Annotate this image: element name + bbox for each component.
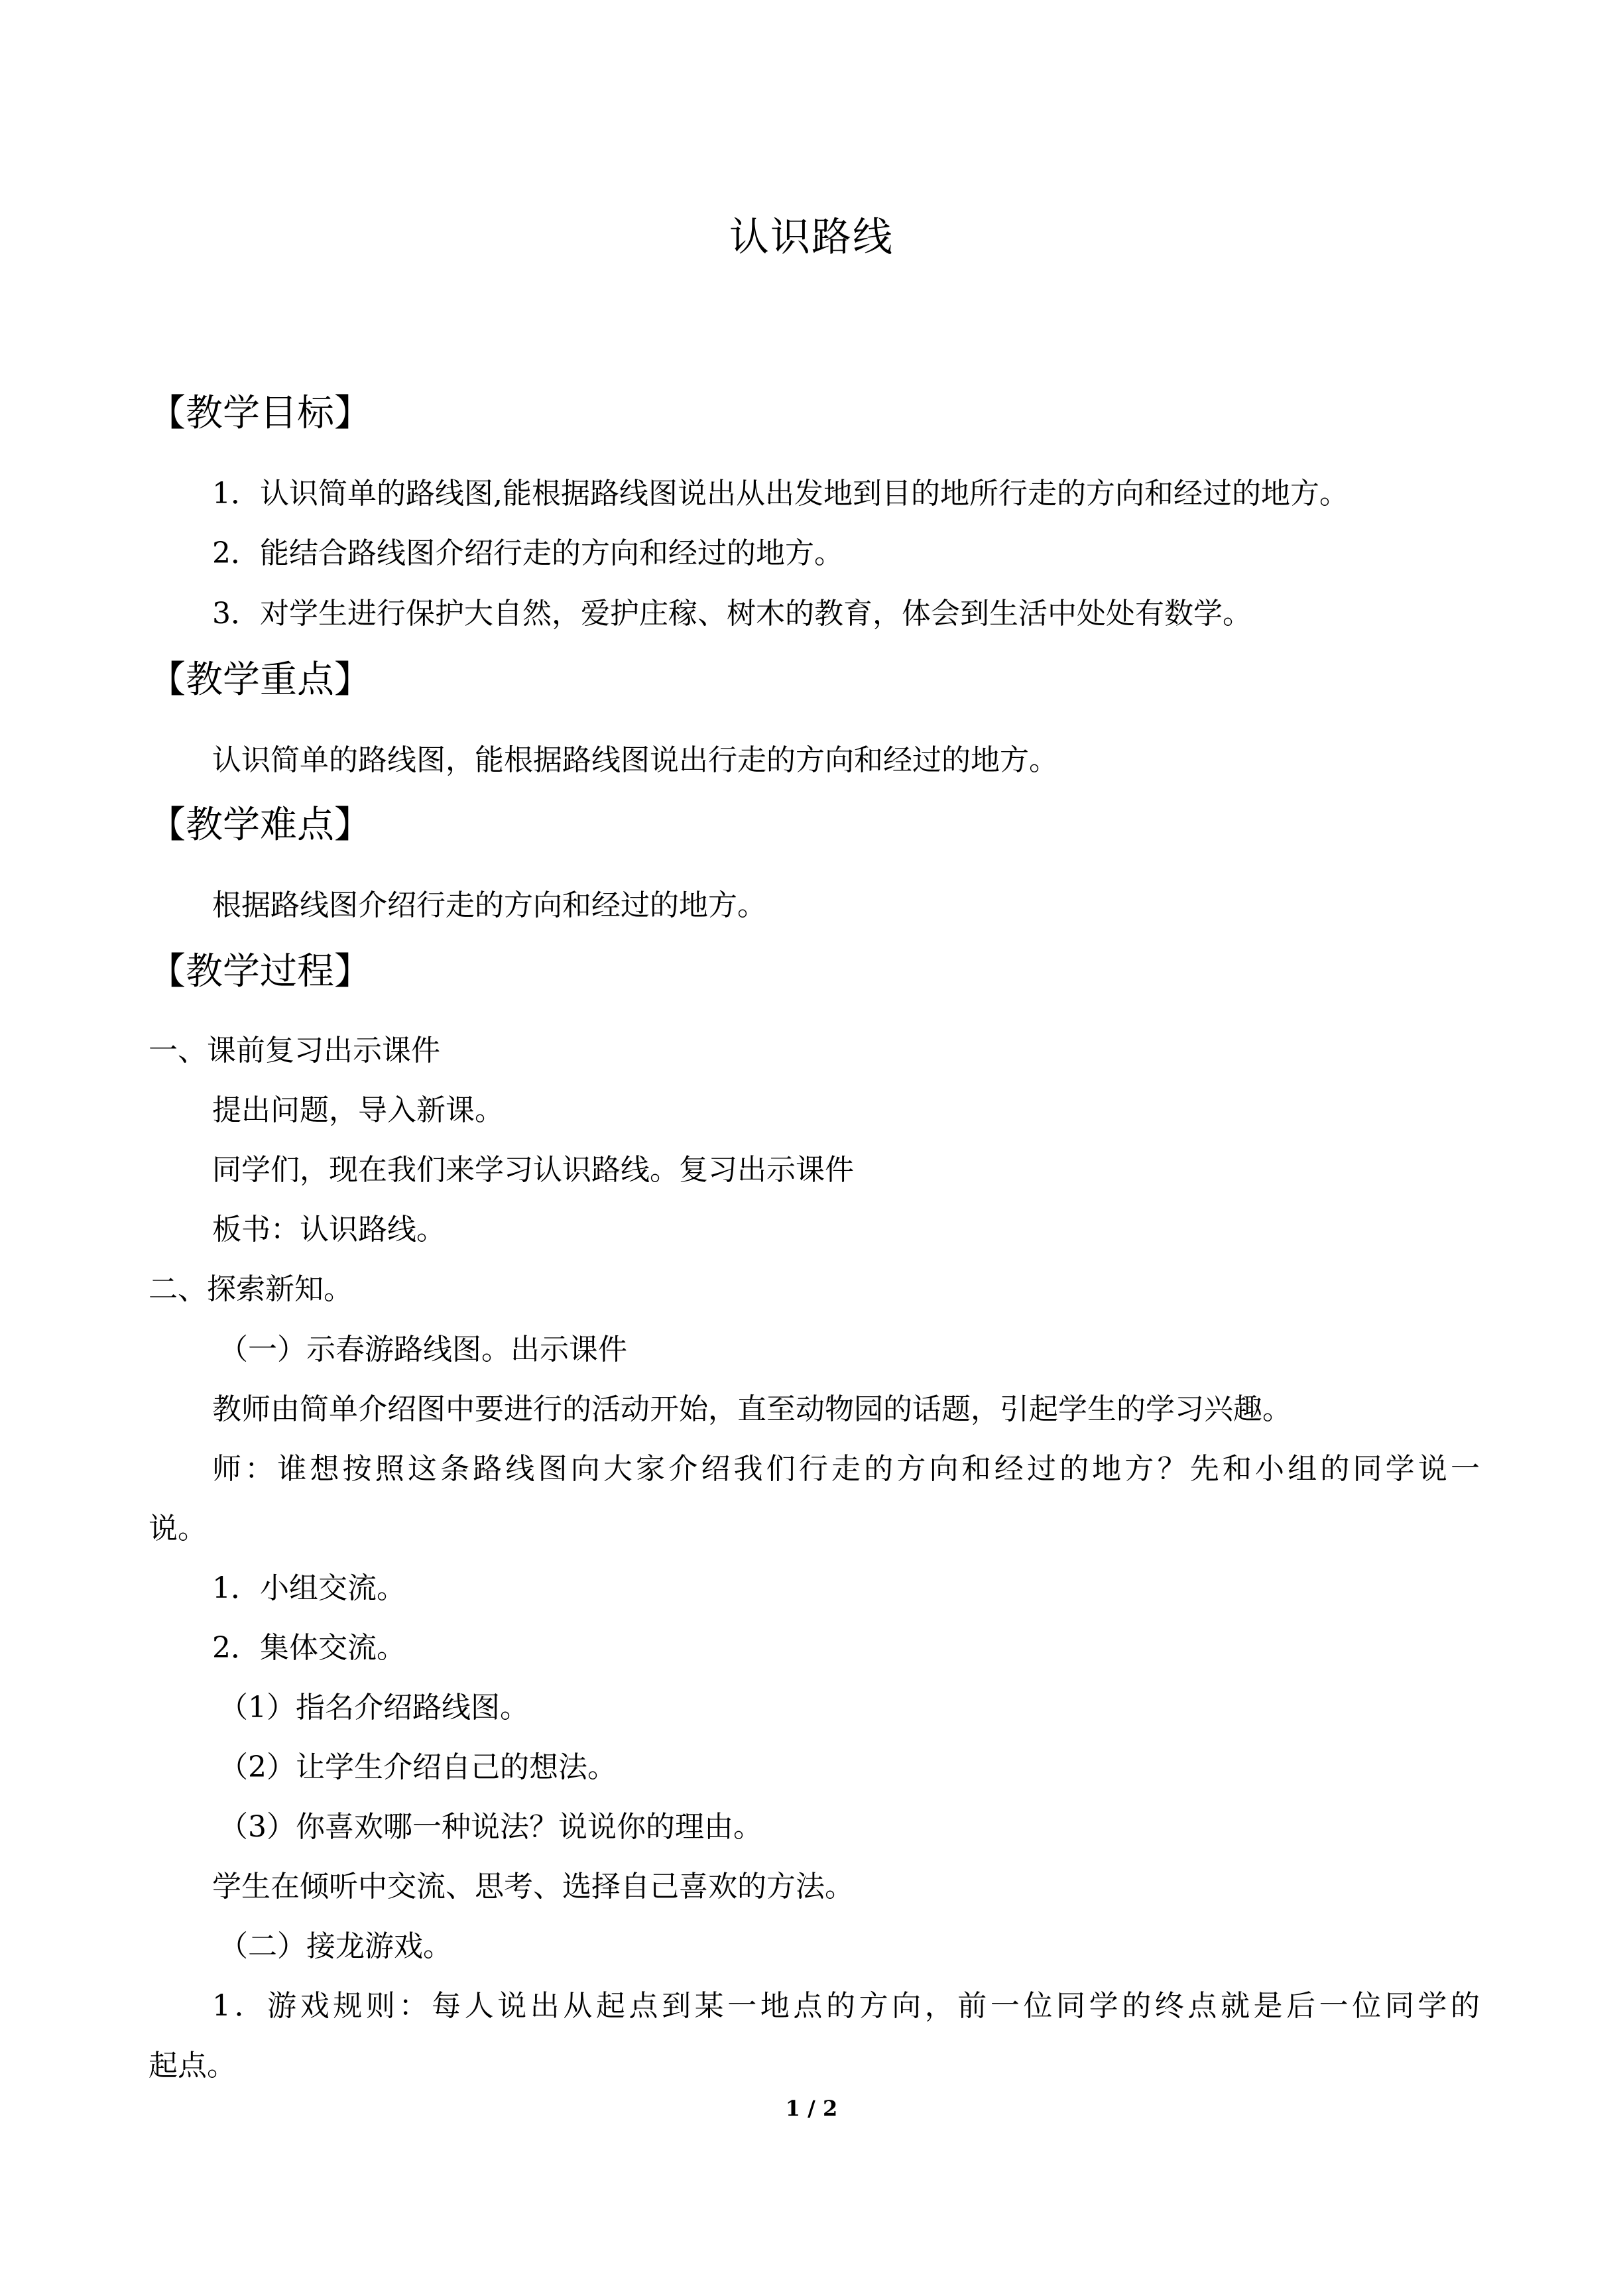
page-title: 认识路线 [729, 214, 894, 261]
key-points-heading: 【教学重点】 [149, 658, 371, 701]
process-part1-title: 一、课前复习出示课件 [149, 1034, 440, 1067]
process-part1-line-2: 同学们，现在我们来学习认识路线。复习出示课件 [212, 1153, 854, 1187]
objective-item-3: 3．对学生进行保护大自然，爱护庄稼、树木的教育，体会到生活中处处有数学。 [212, 597, 1252, 631]
process-part1-line-1: 提出问题，导入新课。 [212, 1093, 504, 1127]
process-sub1-title: （一）示春游路线图。出示课件 [219, 1333, 627, 1366]
key-points-text: 认识简单的路线图，能根据路线图说出行走的方向和经过的地方。 [212, 743, 1058, 777]
game-rule-line-1: 1．游戏规则：每人说出从起点到某一地点的方向，前一位同学的终点就是后一位同学的 [212, 1989, 1480, 2023]
sub-step-2: （2）让学生介绍自己的想法。 [219, 1750, 617, 1784]
difficulties-text: 根据路线图介绍行走的方向和经过的地方。 [212, 888, 766, 922]
game-rule-line-2: 起点。 [149, 2049, 236, 2083]
objectives-heading: 【教学目标】 [149, 392, 371, 435]
sub-step-1: （1）指名介绍路线图。 [219, 1691, 529, 1724]
process-sub1-intro: 教师由简单介绍图中要进行的活动开始，直至动物园的话题，引起学生的学习兴趣。 [212, 1392, 1292, 1426]
teacher-question-line-2: 说。 [149, 1512, 207, 1545]
process-part1-line-3: 板书：认识路线。 [212, 1213, 446, 1246]
step-2: 2．集体交流。 [212, 1631, 406, 1665]
difficulties-heading: 【教学难点】 [149, 804, 371, 847]
process-heading: 【教学过程】 [149, 950, 371, 993]
process-part2-title: 二、探索新知。 [149, 1272, 353, 1306]
sub-step-3: （3）你喜欢哪一种说法？说说你的理由。 [219, 1810, 762, 1844]
step-1: 1．小组交流。 [212, 1571, 406, 1605]
objective-item-2: 2．能结合路线图介绍行走的方向和经过的地方。 [212, 536, 843, 570]
page-number: 1 / 2 [785, 2096, 838, 2121]
objective-item-1: 1．认识简单的路线图,能根据路线图说出从出发地到目的地所行走的方向和经过的地方。 [212, 477, 1349, 511]
process-sub2-title: （二）接龙游戏。 [219, 1929, 452, 1963]
student-line: 学生在倾听中交流、思考、选择自己喜欢的方法。 [212, 1870, 854, 1903]
teacher-question-line-1: 师：谁想按照这条路线图向大家介绍我们行走的方向和经过的地方？先和小组的同学说一 [212, 1452, 1480, 1486]
